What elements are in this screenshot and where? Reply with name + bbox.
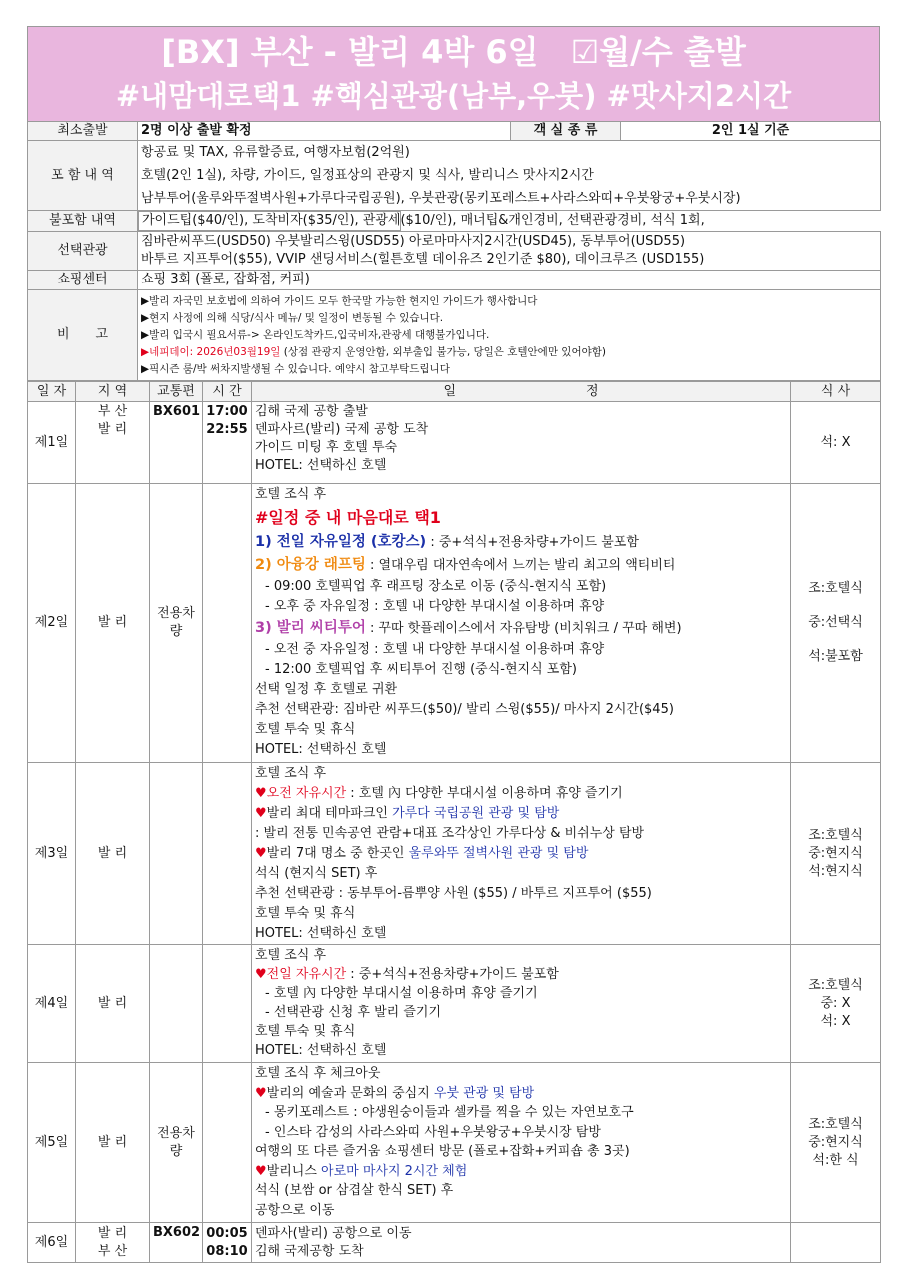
- highlight-text: 전일 자유시간: [266, 967, 347, 982]
- remark-item: ▶발리 입국시 필요서류-> 온라인도착카드,입국비자,관광세 대행불가입니다.: [141, 328, 490, 341]
- itinerary-line: 석식 (보쌈 or 삼겹살 한식 SET) 후: [255, 1183, 454, 1198]
- itinerary-line: 공항으로 이동: [255, 1202, 335, 1218]
- itinerary-text: 발리의 예술과 문화의 중심지: [266, 1085, 434, 1101]
- meal-cell: [791, 945, 881, 1063]
- included-line: 남부투어(울루와뚜절벽사원+가루다국립공원), 우붓관광(몽키포레스트+사라스와띠+우붓왕궁+우붓시장): [141, 191, 741, 206]
- option-2-title: 2) 아융강 래프팅: [255, 557, 366, 573]
- meal-breakfast: 조:호텔식: [808, 827, 863, 843]
- time-cell: [203, 1223, 252, 1263]
- day-label: 제4일: [28, 945, 76, 1063]
- itinerary-line: HOTEL: 선택하신 호텔: [255, 742, 387, 757]
- meal-lunch: 중: X: [820, 995, 851, 1011]
- optional-tour-label: 선택관광: [28, 232, 138, 271]
- info-table: [27, 121, 881, 381]
- itinerary-line: [255, 1162, 787, 1182]
- remarks-label: 비 고: [28, 290, 138, 381]
- itinerary-line: 선택 일정 후 호텔로 귀환: [255, 682, 398, 697]
- remark-item: ▶발리 자국민 보호법에 의하여 가이드 모두 한국말 가능한 현지인 가이드가 행사합니다: [141, 294, 538, 307]
- itinerary-cell: [252, 763, 791, 945]
- itinerary-page: [27, 26, 880, 1263]
- itinerary-line: HOTEL: 선택하신 호텔: [255, 1043, 387, 1058]
- itinerary-line: 석식 (현지식 SET) 후: [255, 866, 378, 881]
- arrival-time: 22:55: [206, 422, 248, 437]
- itinerary-line: HOTEL: 선택하신 호텔: [255, 458, 387, 473]
- meal-dinner: 석:불포함: [808, 649, 863, 664]
- itinerary-text: 발리니스: [266, 1163, 322, 1179]
- col-day: 일 자: [28, 382, 76, 402]
- itinerary-line: - 오전 중 자유일정 : 호텔 내 다양한 부대시설 이용하며 휴양: [265, 642, 605, 657]
- title-banner: [27, 26, 880, 121]
- included-label: 포 함 내 역: [28, 141, 138, 211]
- option-1: [255, 531, 787, 554]
- time-cell: [203, 484, 252, 763]
- region-cell: [76, 1223, 150, 1263]
- remarks-list: [138, 290, 881, 381]
- region-to: 부 산: [97, 1243, 128, 1259]
- day-label: 제1일: [28, 402, 76, 484]
- itinerary-text: 발리 7대 명소 중 한곳인: [266, 846, 409, 861]
- region-cell: 발 리: [76, 763, 150, 945]
- time-cell: [203, 945, 252, 1063]
- itinerary-cell: [252, 1063, 791, 1223]
- region-from: 부 산: [97, 404, 128, 419]
- itinerary-line: [255, 784, 787, 804]
- itinerary-cell: [252, 402, 791, 484]
- highlight-text: 우붓 관광 및 탐방: [433, 1085, 535, 1101]
- meal-cell: [791, 1223, 881, 1263]
- day-row: [28, 945, 881, 1063]
- col-transport: 교통편: [150, 382, 203, 402]
- arrival-time: 08:10: [206, 1243, 248, 1259]
- region-cell: [76, 402, 150, 484]
- itinerary-line: - 호텔 內 다양한 부대시설 이용하며 휴양 즐기기: [265, 986, 538, 1001]
- meal-cell: 석: X: [791, 402, 881, 484]
- region-to: 발 리: [97, 422, 128, 437]
- schedule-table: [27, 381, 881, 1263]
- heart-icon: ♥: [255, 1163, 267, 1179]
- heart-icon: ♥: [255, 786, 267, 801]
- heart-icon: ♥: [255, 846, 267, 861]
- day-row: [28, 1223, 881, 1263]
- heart-icon: ♥: [255, 1085, 267, 1101]
- col-itinerary: 일 정: [252, 382, 791, 402]
- highlight-text: 아로마 마사지 2시간 체험: [321, 1163, 468, 1179]
- meal-lunch: 중:현지식: [808, 845, 863, 861]
- col-time: 시 간: [203, 382, 252, 402]
- meal-breakfast: 조:호텔식: [808, 581, 863, 596]
- itinerary-line: [255, 804, 787, 824]
- itinerary-line: 추천 선택관광 : 동부투어-름뿌양 사원 ($55) / 바투르 지프투어 ($55): [255, 886, 652, 901]
- option-1-title: 1) 전일 자유일정 (호캉스): [255, 534, 427, 550]
- day-row: [28, 1063, 881, 1223]
- remark-item-nyepi: [141, 344, 877, 361]
- highlight-text: 울루와뚜 절벽사원 관광 및 탐방: [408, 846, 589, 861]
- option-3-title: 3) 발리 씨티투어: [255, 620, 366, 636]
- shopping-value: 쇼핑 3회 (폴로, 잡화점, 커피): [138, 271, 881, 290]
- itinerary-line: - 몽키포레스트 : 야생원숭이들과 셀카를 찍을 수 있는 자연보호구: [265, 1105, 634, 1120]
- itinerary-line: [255, 844, 787, 864]
- itinerary-text: : 중+석식+전용차량+가이드 불포함: [346, 967, 559, 982]
- itinerary-line: - 09:00 호텔픽업 후 래프팅 장소로 이동 (중식-현지식 포함): [265, 579, 607, 594]
- shopping-label: 쇼핑센터: [28, 271, 138, 290]
- meal-cell: [791, 484, 881, 763]
- itinerary-line: 호텔 조식 후: [255, 487, 327, 502]
- highlight-text: 가루다 국립공원 관광 및 탐방: [392, 806, 560, 821]
- itinerary-line: [255, 965, 787, 984]
- choose-one-heading: #일정 중 내 마음대로 택1: [255, 508, 441, 527]
- itinerary-line: 호텔 투숙 및 휴식: [255, 906, 356, 921]
- min-departure-label: 최소출발: [28, 122, 138, 141]
- meal-lunch: 중:선택식: [808, 615, 863, 630]
- banner-title: [BX] 부산 - 발리 4박 6일 ☑월/수 출발: [161, 33, 746, 71]
- day-label: 제3일: [28, 763, 76, 945]
- itinerary-line: 호텔 투숙 및 휴식: [255, 722, 356, 737]
- time-cell: [203, 1063, 252, 1223]
- itinerary-line: 추천 선택관광: 짐바란 씨푸드($50)/ 발리 스윙($55)/ 마사지 2시간($45): [255, 702, 674, 717]
- time-cell: [203, 402, 252, 484]
- room-type-value: 2인 1실 기준: [621, 122, 881, 141]
- departure-time: 00:05: [206, 1225, 248, 1241]
- day-label: 제2일: [28, 484, 76, 763]
- itinerary-line: - 인스타 감성의 사라스와띠 사원+우붓왕궁+우붓시장 탐방: [265, 1124, 601, 1140]
- included-line: 호텔(2인 1실), 차량, 가이드, 일정표상의 관광지 및 식사, 발리니스 맛사지2시간: [141, 168, 594, 183]
- itinerary-cell: [252, 1223, 791, 1263]
- meal-cell: [791, 763, 881, 945]
- itinerary-line: - 오후 중 자유일정 : 호텔 내 다양한 부대시설 이용하며 휴양: [265, 599, 605, 614]
- flight-number: BX601: [150, 402, 203, 484]
- day-row: [28, 763, 881, 945]
- itinerary-cell: [252, 484, 791, 763]
- highlight-text: 오전 자유시간: [266, 786, 347, 801]
- option-1-detail: : 중+석식+전용차량+가이드 불포함: [426, 535, 639, 550]
- option-3-detail: : 꾸따 핫플레이스에서 자유탐방 (비치워크 / 꾸따 해변): [365, 621, 682, 636]
- itinerary-line: 김해 국제 공항 출발: [255, 404, 368, 419]
- day-row: [28, 402, 881, 484]
- nyepi-detail: (상점 관광지 운영안함, 외부출입 불가능, 당일은 호텔안에만 있어야함): [280, 345, 606, 358]
- region-cell: 발 리: [76, 484, 150, 763]
- itinerary-line: 여행의 또 다른 즐거움 쇼핑센터 방문 (폴로+잡화+커피숍 총 3곳): [255, 1144, 630, 1159]
- region-cell: 발 리: [76, 1063, 150, 1223]
- meal-dinner: 석:한 식: [812, 1152, 859, 1168]
- option-2-detail: : 열대우림 대자연속에서 느끼는 발리 최고의 액티비티: [365, 558, 676, 573]
- transport-cell: [150, 945, 203, 1063]
- day-label: 제6일: [28, 1223, 76, 1263]
- meal-dinner: 석: X: [820, 1013, 851, 1029]
- flight-number: BX602: [150, 1223, 203, 1263]
- included-line: 항공료 및 TAX, 유류할증료, 여행자보험(2억원): [141, 145, 410, 160]
- banner-hashtags: #내맘대로택1 #핵심관광(남부,우붓) #맛사지2시간: [115, 79, 792, 113]
- excluded-value: 가이드팁($40/인), 도착비자($35/인), 관광세($10/인), 매너팁&개인경비, 선택관광경비, 석식 1회,: [138, 211, 401, 231]
- itinerary-text: : 호텔 內 다양한 부대시설 이용하며 휴양 즐기기: [346, 786, 623, 801]
- min-departure-value: 2명 이상 출발 확정: [138, 122, 511, 141]
- meal-lunch: 중:현지식: [808, 1134, 863, 1150]
- meal-cell: [791, 1063, 881, 1223]
- remark-item: ▶현지 사정에 의해 식당/식사 메뉴/ 및 일정이 변동될 수 있습니다.: [141, 311, 444, 324]
- region-cell: 발 리: [76, 945, 150, 1063]
- optional-tour-list: [138, 232, 881, 271]
- day-row: [28, 484, 881, 763]
- region-from: 발 리: [97, 1225, 128, 1241]
- transport-cell: 전용차량: [150, 484, 203, 763]
- departure-time: 17:00: [206, 404, 248, 419]
- itinerary-line: HOTEL: 선택하신 호텔: [255, 926, 387, 941]
- itinerary-line: - 12:00 호텔픽업 후 씨티투어 진행 (중식-현지식 포함): [265, 662, 577, 677]
- itinerary-cell: [252, 945, 791, 1063]
- itinerary-line: 호텔 투숙 및 휴식: [255, 1024, 356, 1039]
- meal-dinner: 석:현지식: [808, 863, 863, 879]
- heart-icon: ♥: [255, 806, 267, 821]
- itinerary-line: 덴파사(발리) 공항으로 이동: [255, 1225, 412, 1241]
- heart-icon: ♥: [255, 967, 267, 982]
- itinerary-line: 김해 국제공항 도착: [255, 1243, 364, 1259]
- itinerary-line: : 발리 전통 민속공연 관람+대표 조각상인 가루다상 & 비쉬누상 탐방: [255, 826, 645, 841]
- option-2: [255, 554, 787, 577]
- room-type-label: 객 실 종 류: [511, 122, 621, 141]
- remark-item: ▶픽시즌 룸/박 써차지발생될 수 있습니다. 예약시 참고부탁드립니다: [141, 362, 450, 375]
- transport-cell: [150, 763, 203, 945]
- itinerary-line: - 선택관광 신청 후 발리 즐기기: [265, 1005, 442, 1020]
- itinerary-line: 호텔 조식 후 체크아웃: [255, 1066, 381, 1081]
- included-list: [138, 141, 881, 211]
- itinerary-line: 가이드 미팅 후 호텔 투숙: [255, 440, 398, 455]
- nyepi-date: ▶네피데이: 2026년03월19일: [141, 345, 281, 358]
- transport-cell: 전용차량: [150, 1063, 203, 1223]
- itinerary-line: 호텔 조식 후: [255, 766, 327, 781]
- col-meal: 식 사: [791, 382, 881, 402]
- meal-breakfast: 조:호텔식: [808, 1116, 863, 1132]
- itinerary-line: [255, 1084, 787, 1104]
- col-region: 지 역: [76, 382, 150, 402]
- option-3: [255, 617, 787, 640]
- itinerary-text: 발리 최대 테마파크인: [266, 806, 393, 821]
- itinerary-line: 호텔 조식 후: [255, 948, 327, 963]
- meal-breakfast: 조:호텔식: [808, 977, 863, 993]
- itinerary-line: 덴파사르(발리) 국제 공항 도착: [255, 422, 429, 437]
- time-cell: [203, 763, 252, 945]
- optional-tour-line: 짐바란씨푸드(USD50) 우붓발리스윙(USD55) 아로마마사지2시간(USD45), 동부투어(USD55): [141, 234, 686, 249]
- excluded-label: 불포함 내역: [28, 211, 138, 232]
- optional-tour-line: 바투르 지프투어($55), VVIP 샌딩서비스(힐튼호텔 데이유즈 2인기준 $80), 데이크루즈 (USD155): [141, 252, 705, 267]
- day-label: 제5일: [28, 1063, 76, 1223]
